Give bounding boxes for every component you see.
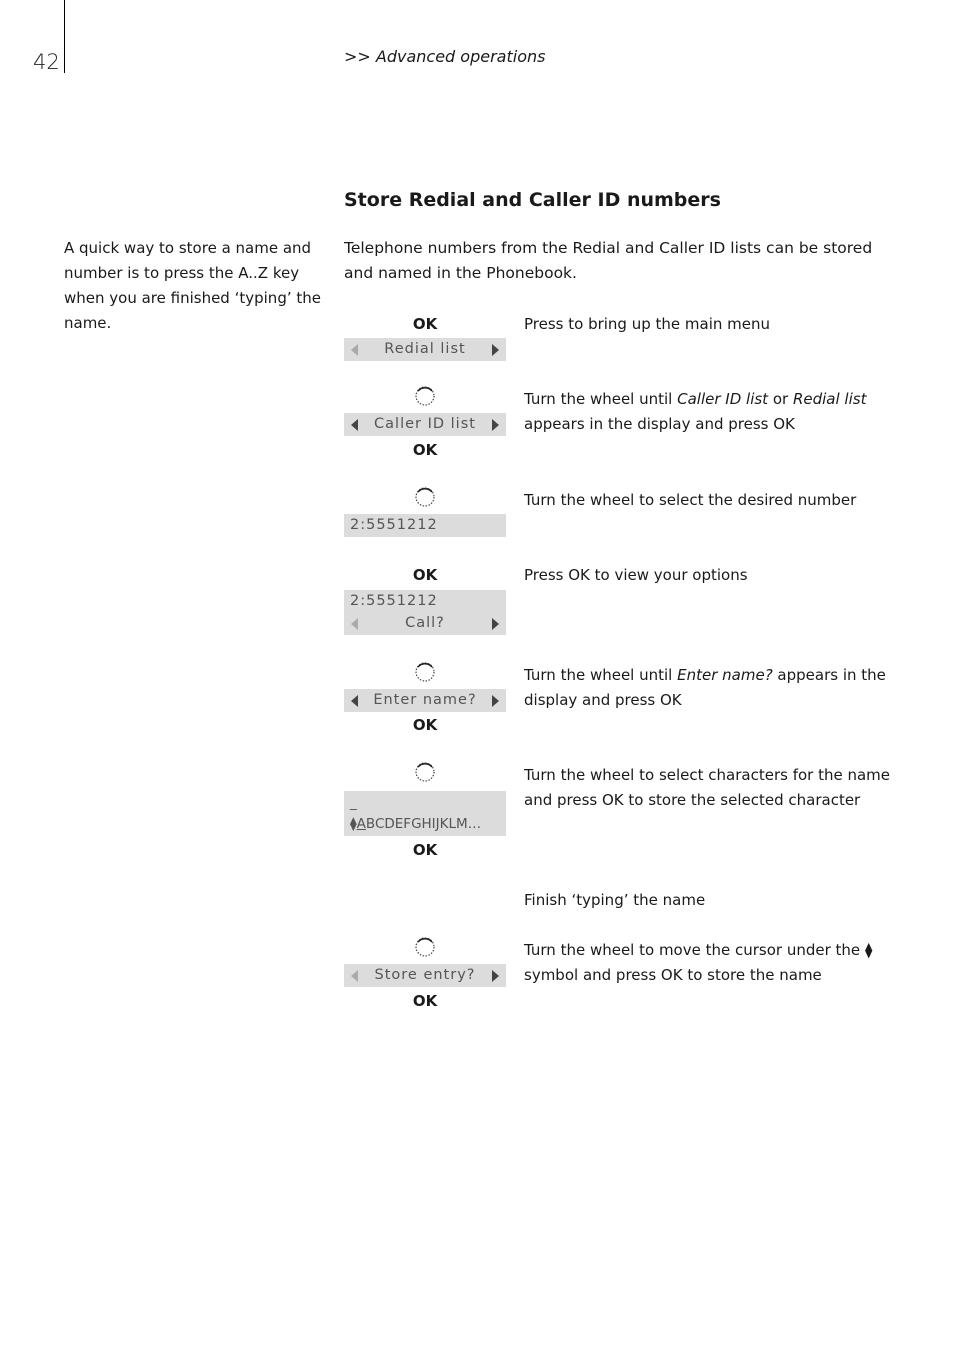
arrow-right-icon <box>492 970 499 982</box>
instruction-6: Turn the wheel to select characters for the name and press OK to store the selected character <box>524 766 891 809</box>
ok-key-label: OK <box>412 716 438 734</box>
arrow-right-icon <box>492 695 499 707</box>
page-number: 42 <box>33 50 60 74</box>
arrow-right-icon <box>492 419 499 431</box>
page-rule <box>64 0 65 73</box>
arrow-left-icon <box>351 618 358 630</box>
diamond-icon: ⧫ <box>350 816 357 832</box>
display-number-call <box>344 590 506 635</box>
display-text: ⧫ABCDEFGHIJKLM… <box>350 816 482 832</box>
instruction-4: Press OK to view your options <box>524 566 748 584</box>
ok-key-label: OK <box>412 841 438 859</box>
wheel-icon <box>414 761 436 783</box>
display-text: 2:5551212 <box>350 593 438 609</box>
instruction-8: Turn the wheel to move the cursor under the ⧫ symbol and press OK to store the name <box>524 941 873 984</box>
display-caller-id-list <box>344 413 506 436</box>
display-store-entry <box>344 964 506 987</box>
wheel-icon <box>414 486 436 508</box>
instruction-7: Finish ‘typing’ the name <box>524 891 706 909</box>
arrow-right-icon <box>492 618 499 630</box>
ok-key-label: OK <box>412 992 438 1010</box>
display-text: Redial list <box>384 341 466 357</box>
page-title: Store Redial and Caller ID numbers <box>344 189 721 211</box>
instruction-1: Press to bring up the main menu <box>524 315 771 333</box>
display-redial-list <box>344 338 506 361</box>
display-text: Enter name? <box>373 692 477 708</box>
instruction-5: Turn the wheel until Enter name? appears in the display and press OK <box>524 666 886 709</box>
ok-key-label: OK <box>412 566 438 584</box>
arrow-right-icon <box>492 344 499 356</box>
section-header: >> Advanced operations <box>344 47 546 66</box>
display-character-select <box>344 791 506 836</box>
display-text: Caller ID list <box>374 416 476 432</box>
display-text: Store entry? <box>374 967 476 983</box>
ok-key-label: OK <box>412 441 438 459</box>
side-note: A quick way to store a name and number is to press the A..Z key when you are finished ‘typing’ the name. <box>64 239 321 332</box>
instruction-3: Turn the wheel to select the desired number <box>524 491 857 509</box>
display-number <box>344 514 506 537</box>
wheel-icon <box>414 385 436 407</box>
intro-paragraph: Telephone numbers from the Redial and Caller ID lists can be stored and named in the Phonebook. <box>344 239 873 282</box>
diamond-icon: ⧫ <box>864 941 873 959</box>
instruction-2: Turn the wheel until Caller ID list or Redial list appears in the display and press OK <box>524 390 867 433</box>
ok-key-label: OK <box>412 315 438 333</box>
display-text: 2:5551212 <box>350 517 438 533</box>
display-enter-name <box>344 689 506 712</box>
display-cursor-line: _ <box>350 795 357 811</box>
wheel-icon <box>414 661 436 683</box>
wheel-icon <box>414 936 436 958</box>
display-text: Call? <box>405 615 445 631</box>
selected-character: A <box>356 816 366 832</box>
